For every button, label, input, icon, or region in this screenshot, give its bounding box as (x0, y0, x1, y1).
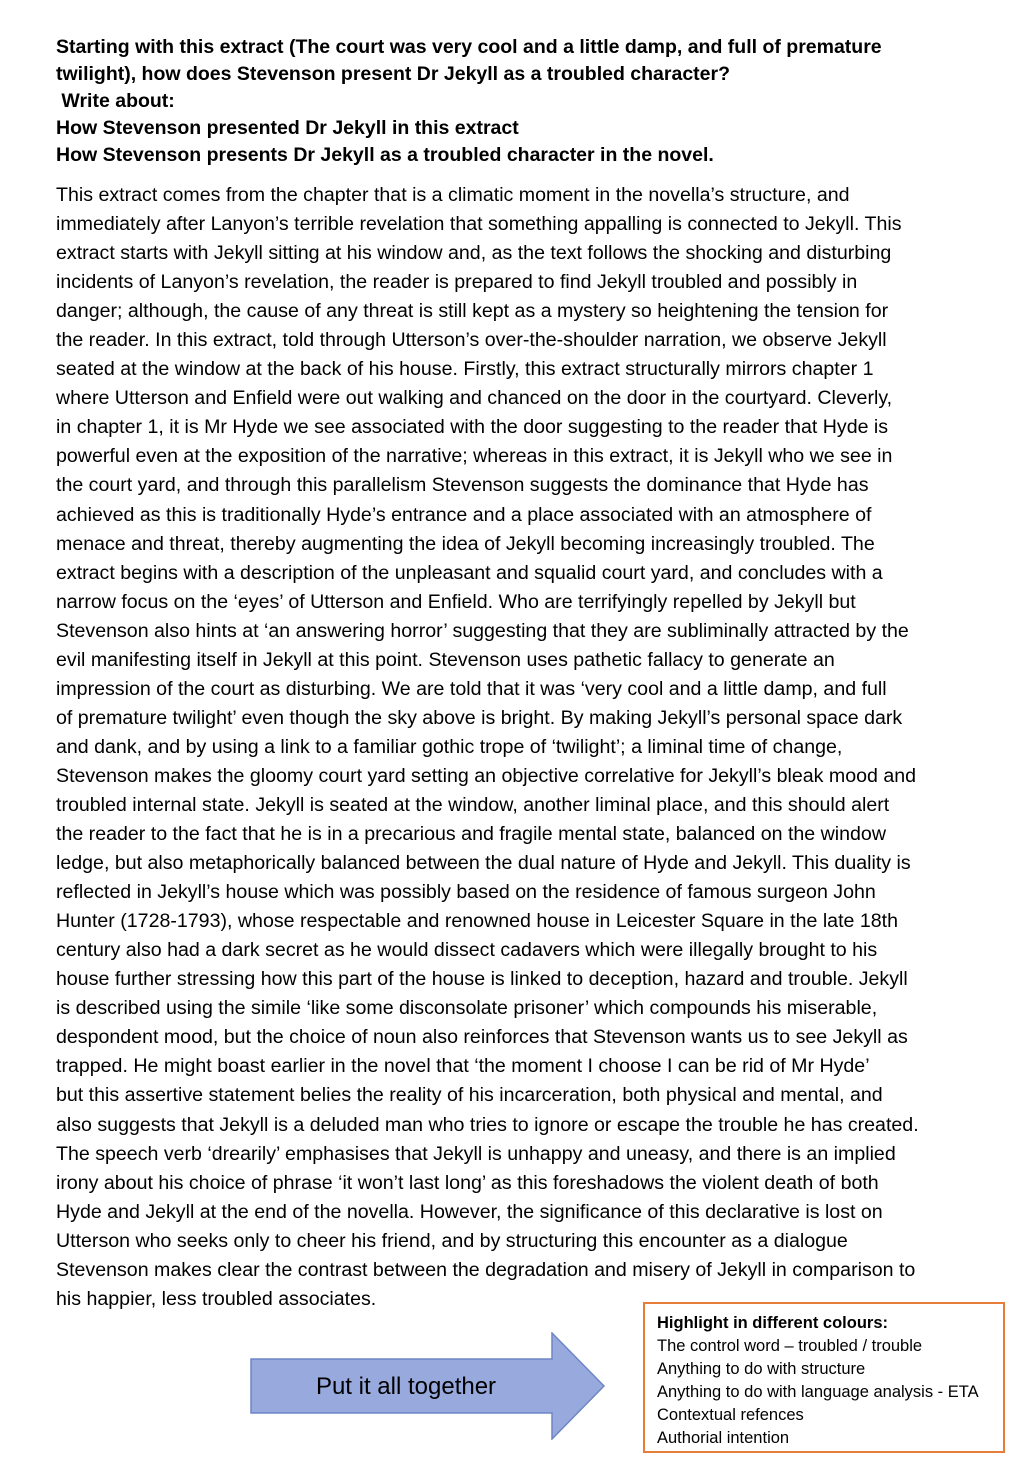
put-it-all-together-arrow (250, 1332, 606, 1440)
essay-line: achieved as this is traditionally Hyde’s entrance and a place associated with an atmosphere of (56, 503, 872, 526)
question-line: twilight), how does Stevenson present Dr Jekyll as a troubled character? (56, 63, 731, 85)
highlight-box-item: Anything to do with structure (657, 1360, 866, 1378)
essay-line: and dank, and by using a link to a familiar gothic trope of ‘twilight’; a liminal time of change, (56, 735, 843, 758)
essay-line: the reader to the fact that he is in a precarious and fragile mental state, balanced on the window (56, 823, 886, 846)
essay-line: but this assertive statement belies the reality of his incarceration, both physical and mental, and (56, 1084, 883, 1107)
essay-line: menace and threat, thereby augmenting the idea of Jekyll becoming increasingly troubled. The (56, 532, 875, 555)
essay-line: ledge, but also metaphorically balanced between the dual nature of Hyde and Jekyll. This duality is (56, 852, 911, 875)
essay-line: also suggests that Jekyll is a deluded man who tries to ignore or escape the trouble he has created. (56, 1113, 919, 1136)
essay-line: evil manifesting itself in Jekyll at this point. Stevenson uses pathetic fallacy to generate an (56, 648, 835, 671)
essay-line: incidents of Lanyon’s revelation, the reader is prepared to find Jekyll troubled and possibly in (56, 271, 858, 294)
essay-line: where Utterson and Enfield were out walking and chanced on the door in the courtyard. Cleverly, (56, 387, 893, 410)
question-line: Starting with this extract (The court was very cool and a little damp, and full of premature (56, 36, 882, 58)
question-line: How Stevenson presented Dr Jekyll in this extract (56, 117, 519, 139)
essay-line: impression of the court as disturbing. We are told that it was ‘very cool and a little damp, and full (56, 677, 887, 700)
essay-line: the reader. In this extract, told through Utterson’s over-the-shoulder narration, we observe Jekyll (56, 329, 887, 352)
essay-line: Utterson who seeks only to cheer his friend, and by structuring this encounter as a dialogue (56, 1229, 848, 1252)
essay-line: despondent mood, but the choice of noun also reinforces that Stevenson wants us to see Jekyll as (56, 1026, 908, 1049)
arrow-label: Put it all together (315, 1373, 497, 1400)
essay-line: This extract comes from the chapter that is a climatic moment in the novella’s structure, and (56, 184, 850, 206)
essay-line: reflected in Jekyll’s house which was possibly based on the residence of famous surgeon John (56, 881, 876, 904)
essay-body (56, 181, 986, 1314)
highlight-box-item: The control word – troubled / trouble (657, 1337, 923, 1355)
essay-line: Stevenson makes clear the contrast between the degradation and misery of Jekyll in comparison to (56, 1258, 916, 1281)
essay-line: narrow focus on the ‘eyes’ of Utterson and Enfield. Who are terrifyingly repelled by Jekyll but (56, 590, 856, 613)
essay-line: the court yard, and through this parallelism Stevenson suggests the dominance that Hyde has (56, 474, 869, 497)
essay-line: of premature twilight’ even though the sky above is bright. By making Jekyll’s personal space dark (56, 706, 903, 729)
essay-line: powerful even at the exposition of the narrative; whereas in this extract, it is Jekyll who we see in (56, 445, 893, 468)
highlight-box-item: Anything to do with language analysis - ETA (657, 1383, 979, 1401)
highlight-box-item: Contextual refences (657, 1406, 804, 1424)
question-line: How Stevenson presents Dr Jekyll as a troubled character in the novel. (56, 144, 714, 166)
essay-line: troubled internal state. Jekyll is seated at the window, another liminal place, and this should alert (56, 793, 890, 816)
essay-line: trapped. He might boast earlier in the novel that ‘the moment I choose I can be rid of Mr Hyde’ (56, 1055, 870, 1078)
essay-line: extract begins with a description of the unpleasant and squalid court yard, and concludes with a (56, 561, 883, 584)
essay-line: house further stressing how this part of the house is linked to deception, hazard and trouble. Jekyll (56, 968, 908, 991)
essay-line: Stevenson makes the gloomy court yard setting an objective correlative for Jekyll’s bleak mood and (56, 764, 917, 787)
essay-line: his happier, less troubled associates. (56, 1287, 377, 1310)
essay-line: Stevenson also hints at ‘an answering horror’ suggesting that they are subliminally attracted by the (56, 619, 909, 642)
essay-line: seated at the window at the back of his house. Firstly, this extract structurally mirrors chapter 1 (56, 358, 874, 381)
question-prompt (56, 34, 976, 169)
essay-line: century also had a dark secret as he would dissect cadavers which were illegally brought to his (56, 939, 878, 962)
highlight-instructions-box (643, 1302, 1005, 1453)
essay-line: The speech verb ‘drearily’ emphasises that Jekyll is unhappy and uneasy, and there is an implied (56, 1142, 896, 1165)
essay-line: irony about his choice of phrase ‘it won’t last long’ as this foreshadows the violent death of both (56, 1171, 879, 1194)
essay-line: Hunter (1728-1793), whose respectable and renowned house in Leicester Square in the late 18th (56, 910, 898, 933)
highlight-box-title: Highlight in different colours: (657, 1314, 888, 1332)
essay-line: immediately after Lanyon’s terrible revelation that something appalling is connected to Jekyll. This (56, 213, 902, 236)
essay-line: extract starts with Jekyll sitting at his window and, as the text follows the shocking and disturbing (56, 242, 892, 265)
highlight-box-item: Authorial intention (657, 1429, 790, 1447)
essay-line: is described using the simile ‘like some disconsolate prisoner’ which compounds his miserable, (56, 997, 878, 1020)
essay-line: danger; although, the cause of any threat is still kept as a mystery so heightening the tension for (56, 300, 889, 323)
essay-line: in chapter 1, it is Mr Hyde we see associated with the door suggesting to the reader that Hyde is (56, 416, 889, 439)
essay-line: Hyde and Jekyll at the end of the novella. However, the significance of this declarative is lost on (56, 1200, 883, 1223)
question-line: Write about: (56, 90, 175, 112)
